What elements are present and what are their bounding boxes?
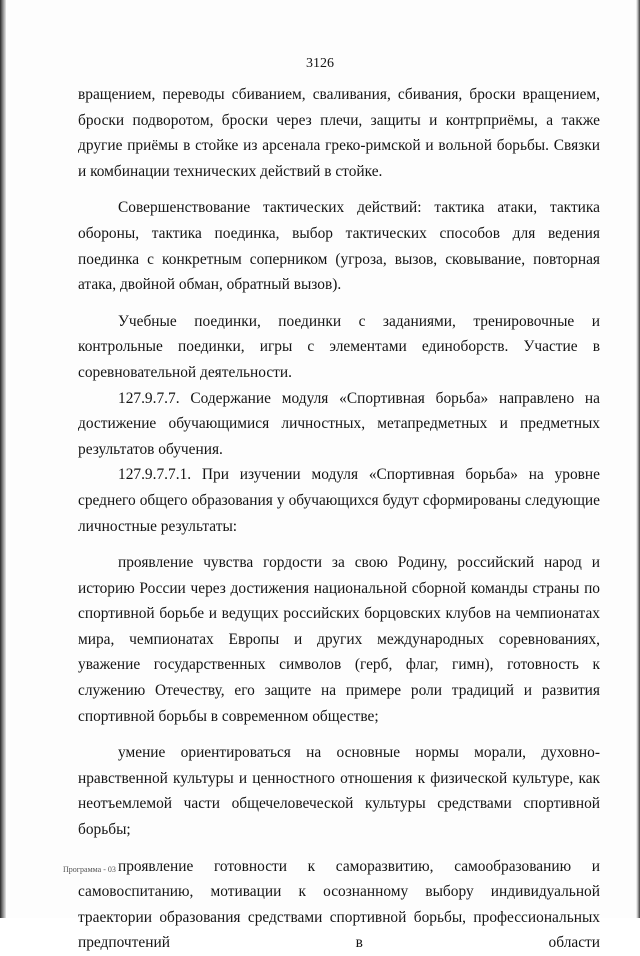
- scan-edge-right: [636, 0, 640, 918]
- paragraph-tactics: Совершенствование тактических действий: тактика атаки, тактика обороны, тактика поединка, выбор тактических способов для ведения поединка с конкретным соперником (угроза, вызов, сковывание, повторная атака, двойной обман, обратный вызов).: [78, 199, 600, 294]
- body-text: [78, 82, 600, 956]
- paragraph-personal-results: 127.9.7.7.1. При изучении модуля «Спортивная борьба» на уровне среднего общего образования у обучающихся будут сформированы следующие личностные результаты:: [78, 466, 600, 535]
- paragraph-module-content: 127.9.7.7. Содержание модуля «Спортивная борьба» направлено на достижение обучающимися личностных, метапредметных и предметных результатов обучения.: [78, 389, 600, 458]
- footer-label: Программа - 03: [63, 865, 116, 874]
- paragraph-continuation: вращением, переводы сбиванием, сваливания, сбивания, броски вращением, броски подворотом, броски через плечи, защиты и контрприёмы, а также другие приёмы в стойке из арсенала греко-римской и вольной борьбы. Связки и комбинации технических действий в стойке.: [78, 86, 600, 180]
- paragraph-training-bouts: Учебные поединки, поединки с заданиями, тренировочные и контрольные поединки, игры с элементами единоборств. Участие в соревновательной деятельности.: [78, 312, 600, 381]
- paragraph-morality: умение ориентироваться на основные нормы морали, духовно-нравственной культуры и ценностного отношения к физической культуре, как неотъемлемой части общечеловеческой культуры средствами спортивной борьбы;: [78, 744, 600, 839]
- scan-edge-left: [0, 0, 6, 918]
- paragraph-patriotism: проявление чувства гордости за свою Родину, российский народ и историю России через достижения национальной сборной команды страны по спортивной борьбе и ведущих российских борцовских клубов на чемпионатах мира, чемпионатах Европы и других международных соревнованиях, уважение государственных символов (герб, флаг, гимн), готовность к служению Отечеству, его защите на примере роли традиций и развития спортивной борьбы в современном обществе;: [78, 554, 600, 725]
- page-number: 3126: [306, 56, 334, 71]
- paragraph-self-development: проявление готовности к саморазвитию, самообразованию и самовоспитанию, мотивации к осознанному выбору индивидуальной траектории образования средствами спортивной борьбы, профессиональных предпочтений в области: [78, 857, 600, 952]
